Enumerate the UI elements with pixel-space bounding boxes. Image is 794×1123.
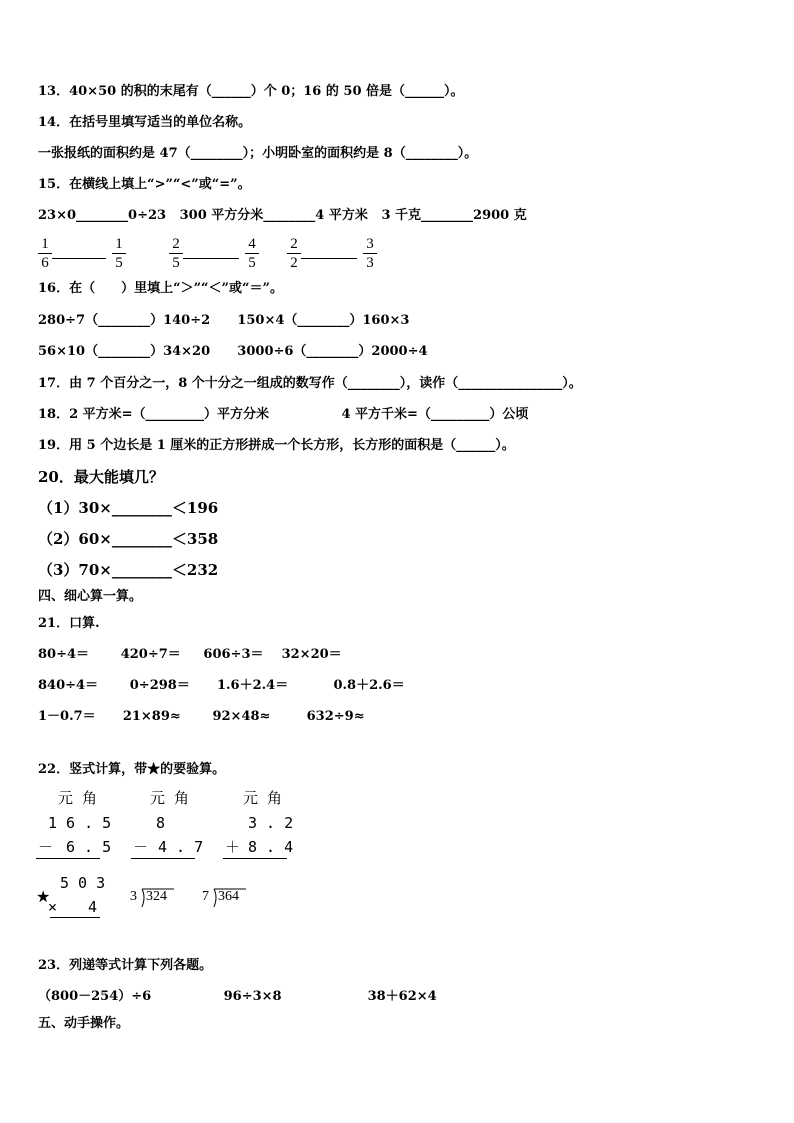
question-21-title: 21．口算. <box>38 616 100 631</box>
question-18: 18．2 平方米=（_________）平方分米 4 平方千米=（_________）公顷 <box>38 407 529 422</box>
vertical-calc-3-op: ＋ <box>225 838 241 856</box>
fraction-3: 2 5 <box>169 236 183 271</box>
oral-calc-row-1: 80÷4＝ 420÷7＝ 606÷3＝ 32×20＝ <box>38 647 342 662</box>
question-20-item-3: （3）70×________＜232 <box>38 561 219 579</box>
vertical-calc-1-op: － <box>38 838 54 856</box>
question-20-title: 20．最大能填几？ <box>38 468 164 486</box>
question-20-item-2: （2）60×________＜358 <box>38 530 219 548</box>
fraction-2: 1 5 <box>112 236 126 271</box>
vertical-calc-3-bottom: 8 . 4 <box>248 838 294 856</box>
question-23-title: 23．列递等式计算下列各题。 <box>38 958 213 973</box>
mult-calc-op: × <box>48 898 58 916</box>
vertical-calc-2-op: － <box>133 838 149 856</box>
question-15-title: 15．在横线上填上“>”“<”或“=”。 <box>38 177 251 192</box>
vertical-calc-2-top: 8 <box>156 814 166 832</box>
question-16-row1: 280÷7（________）140÷2 150×4（________）160×3 <box>38 313 410 328</box>
question-14-body: 一张报纸的面积约是 47（________）；小明卧室的面积约是 8（________）。 <box>38 146 478 161</box>
compare-blank[interactable] <box>183 258 239 259</box>
oral-calc-row-3: 1－0.7＝ 21×89≈ 92×48≈ 632÷9≈ <box>38 709 365 724</box>
fraction-6: 3 3 <box>363 236 377 271</box>
fraction-5: 2 2 <box>287 236 301 271</box>
vertical-calc-3-top: 3 . 2 <box>248 814 294 832</box>
vertical-calc-1-line <box>36 858 100 859</box>
question-13: 13．40×50 的积的末尾有（______）个 0；16 的 50 倍是（______）。 <box>38 84 464 99</box>
vertical-calc-1-top: 1 6 . 5 <box>48 814 112 832</box>
question-15-row1: 23×0________0÷23 300 平方分米________4 平方米 3 千克________2900 克 <box>38 208 527 223</box>
section-4-heading: 四、细心算一算。 <box>38 589 143 604</box>
question-22-title: 22．竖式计算，带★的要验算。 <box>38 762 226 777</box>
mult-calc-top: 5 0 3 <box>60 874 106 892</box>
compare-blank[interactable] <box>301 258 357 259</box>
mult-calc-bottom: 4 <box>88 898 98 916</box>
compare-blank[interactable] <box>52 258 106 259</box>
vertical-calc-2-bottom: 4 . 7 <box>158 838 204 856</box>
oral-calc-row-2: 840÷4＝ 0÷298＝ 1.6＋2.4＝ 0.8＋2.6＝ <box>38 678 405 693</box>
vertical-calc-3-line <box>223 858 287 859</box>
question-16-row2: 56×10（________）34×20 3000÷6（________）2000÷4 <box>38 344 428 359</box>
section-5-heading: 五、动手操作。 <box>38 1016 130 1031</box>
question-23-row: （800－254）÷6 96÷3×8 38＋62×4 <box>38 989 437 1004</box>
vertical-calc-3-head: 元 角 <box>243 789 283 807</box>
question-19: 19．用 5 个边长是 1 厘米的正方形拼成一个长方形，长方形的面积是（______）。 <box>38 438 515 453</box>
question-14-title: 14．在括号里填写适当的单位名称。 <box>38 115 252 130</box>
vertical-calc-2-line <box>131 858 195 859</box>
vertical-calc-1-head: 元 角 <box>58 789 98 807</box>
question-20-item-1: （1）30×________＜196 <box>38 499 219 517</box>
star-icon: ★ <box>36 887 51 906</box>
fraction-4: 4 5 <box>245 236 259 271</box>
vertical-calc-2-head: 元 角 <box>150 789 190 807</box>
question-17: 17．由 7 个百分之一，8 个十分之一组成的数写作（________），读作（________________）。 <box>38 376 582 391</box>
mult-calc-line <box>50 917 100 918</box>
fraction-1: 1 6 <box>38 236 52 271</box>
question-16-title: 16．在（ ）里填上“＞”“＜”或“＝”。 <box>38 281 283 296</box>
vertical-calc-1-bottom: 6 . 5 <box>66 838 112 856</box>
